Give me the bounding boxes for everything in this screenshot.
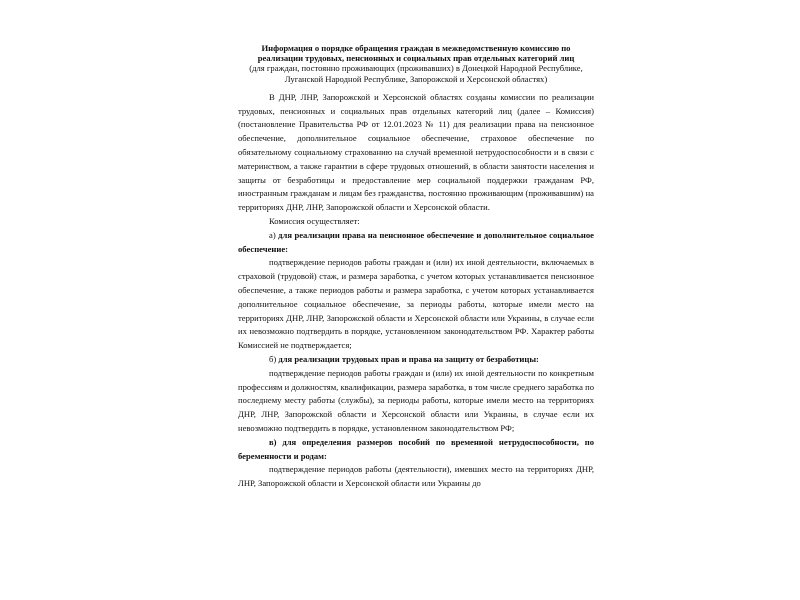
section-a-label: а) <box>269 229 276 240</box>
section-c-heading <box>238 436 594 464</box>
section-a-body: подтверждение периодов работы граждан и (или) их иной деятельности, включаемых в страховой (трудовой) стаж, и размера заработка, с учетом которых устанавливается пенсионное обеспечение, а также периодов работы и размера заработка, с учетом которых устанавливается дополнительное социальное обеспечение, за периоды работы, которые имели место на территориях ДНР, ЛНР, Запорожской области и Херсонской области или Украины, в случае если их невозможно подтвердить в порядке, установленном законодательством РФ. Характер работы Комиссией не подтверждается; <box>238 257 594 351</box>
document-subtitle: (для граждан, постоянно проживающих (проживавших) в Донецкой Народной Республике, Луганской Народной Республике, Запорожской и Херсонской областях) <box>249 63 583 84</box>
section-c-label: в) <box>269 436 277 447</box>
section-c-title: для определения размеров пособий по временной нетрудоспособности, по беременности и родам: <box>238 436 594 461</box>
section-c-body: подтверждение периодов работы (деятельности), имевших место на территориях ДНР, ЛНР, Запорожской области и Херсонской области или Украины до <box>238 464 594 489</box>
section-a-title: для реализации права на пенсионное обеспечение и дополнительное социальное обеспечение: <box>238 229 594 254</box>
intro-paragraph: В ДНР, ЛНР, Запорожской и Херсонской областях созданы комиссии по реализации трудовых, пенсионных и социальных прав отдельных категорий лиц (далее – Комиссия) (постановление Правительства РФ от 12.01.2023 № 11) для реализации права на пенсионное обеспечение, дополнительное социальное обеспечение, страховое обеспечение по обязательному социальному страхованию на случай временной нетрудоспособности и в связи с материнством, а также гарантии в сфере трудовых отношений, в области занятости населения и защиты от безработицы и предоставление мер социальной поддержки гражданам РФ, иностранным гражданам и лицам без гражданства, постоянно проживающим (проживавшим) на территориях ДНР, ЛНР, Запорожской области и Херсонской области. <box>238 91 594 213</box>
section-b-label: б) <box>269 353 277 364</box>
document-page <box>238 43 594 491</box>
section-a-heading <box>238 229 594 257</box>
commission-lead: Комиссия осуществляет: <box>269 215 360 226</box>
section-b-heading <box>238 353 594 367</box>
section-b-title: для реализации трудовых прав и права на защиту от безработицы: <box>278 353 539 364</box>
section-b-body: подтверждение периодов работы граждан и (или) их иной деятельности по конкретным профессиям и должностям, квалификации, размера заработка, в том числе среднего заработка по последнему месту работы (службы), за периоды работы, которые имели место на территориях ДНР, ЛНР, Запорожской области и Херсонской области или Украины, в случае если их невозможно подтвердить в порядке, установленном законодательством РФ; <box>238 367 594 433</box>
document-title: Информация о порядке обращения граждан в межведомственную комиссию по реализации трудовых, пенсионных и социальных прав отдельных категорий лиц <box>257 43 575 64</box>
